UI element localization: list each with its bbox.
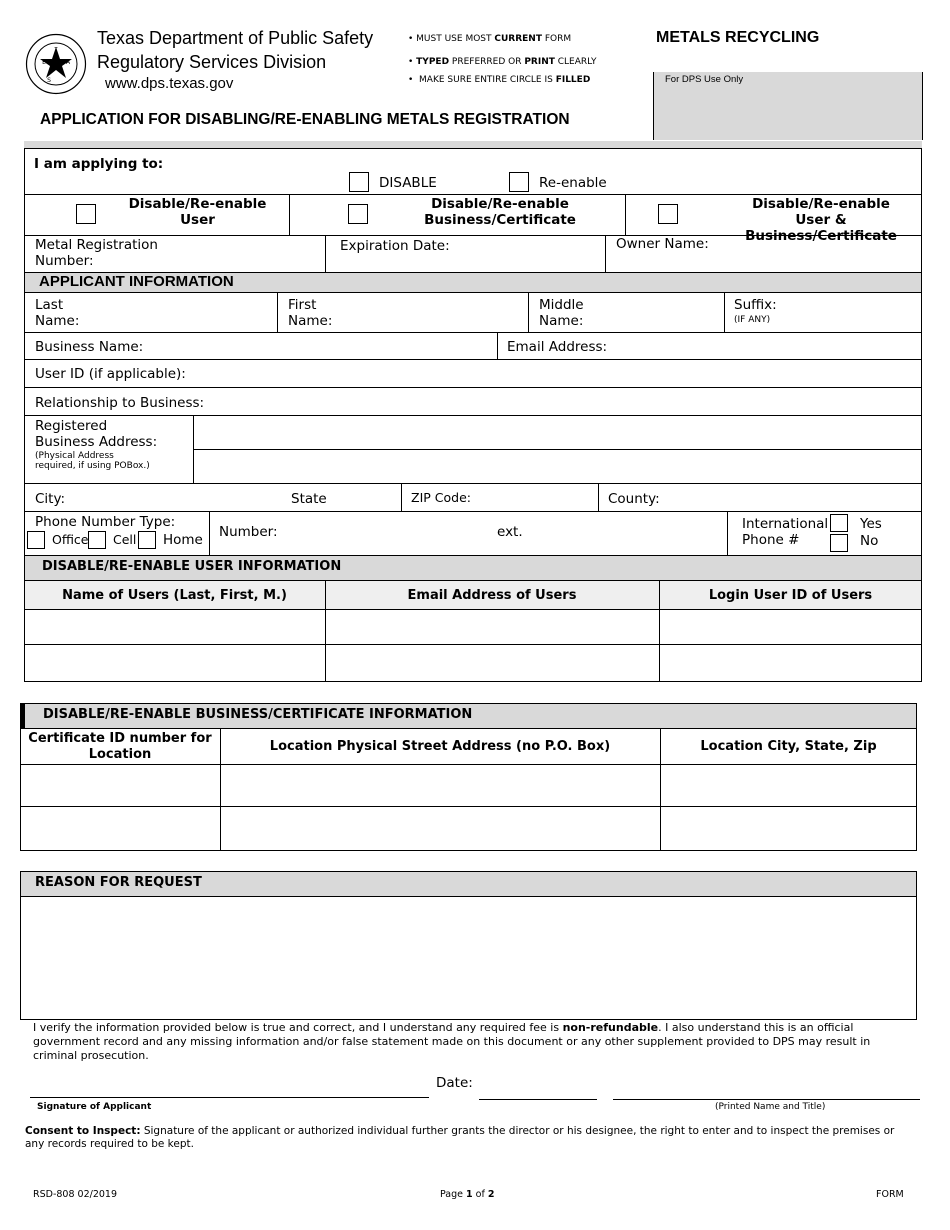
dps-use-label: For DPS Use Only — [665, 74, 744, 85]
business-col-address: Location Physical Street Address (no P.O. Box) — [269, 739, 611, 754]
middle-name-field[interactable]: Middle Name: — [539, 297, 584, 329]
reason-textarea[interactable] — [20, 896, 917, 1020]
signature-line[interactable] — [30, 1097, 429, 1098]
both-option-checkbox[interactable] — [658, 204, 678, 224]
phone-ext-field[interactable]: ext. — [497, 524, 523, 540]
owner-name-field[interactable]: Owner Name: — [616, 236, 709, 252]
svg-text:A: A — [65, 59, 71, 66]
svg-text:T: T — [54, 47, 58, 53]
suffix-field[interactable]: Suffix: — [734, 297, 777, 313]
users-section-header: DISABLE/RE-ENABLE USER INFORMATION — [24, 555, 922, 581]
instruction-2: • TYPED PREFERRED OR PRINT CLEARLY — [408, 57, 597, 67]
signature-label: Signature of Applicant — [37, 1102, 152, 1112]
business-col-city: Location City, State, Zip — [700, 739, 877, 754]
business-option-checkbox[interactable] — [348, 204, 368, 224]
business-option-label: Disable/Re-enable Business/Certificate — [424, 196, 576, 228]
first-name-field[interactable]: First Name: — [288, 297, 333, 329]
both-option-label: Disable/Re-enable User & Business/Certificate — [745, 196, 897, 244]
reason-section-header: REASON FOR REQUEST — [20, 871, 917, 897]
dps-seal — [25, 33, 87, 95]
program-title: METALS RECYCLING — [656, 29, 820, 46]
agency-name: Texas Department of Public Safety — [97, 28, 374, 48]
metal-registration-field[interactable]: Metal Registration Number: — [35, 237, 158, 269]
address-line-2-input[interactable] — [195, 451, 920, 482]
address-line-1-input[interactable] — [195, 417, 920, 448]
users-col-email: Email Address of Users — [407, 588, 577, 603]
relationship-field[interactable]: Relationship to Business: — [35, 395, 205, 411]
svg-text:E: E — [42, 59, 46, 66]
intl-yes-checkbox[interactable] — [830, 514, 848, 532]
users-col-name: Name of Users (Last, First, M.) — [62, 588, 287, 603]
user-option-checkbox[interactable] — [76, 204, 96, 224]
phone-number-field[interactable]: Number: — [219, 524, 278, 540]
disable-label: DISABLE — [379, 175, 437, 191]
reenable-label: Re-enable — [539, 175, 607, 191]
users-row-2-name-input[interactable] — [26, 646, 323, 680]
cell-checkbox[interactable] — [88, 531, 106, 549]
home-label: Home — [163, 532, 203, 548]
printed-name-line[interactable] — [613, 1099, 920, 1100]
phone-type-label: Phone Number Type: — [35, 514, 176, 530]
business-name-field[interactable]: Business Name: — [35, 339, 144, 355]
division-name: Regulatory Services Division — [97, 52, 327, 72]
registered-address-note: (Physical Address required, if using POBox.) — [35, 451, 150, 471]
date-line[interactable] — [479, 1099, 597, 1100]
disable-checkbox[interactable] — [349, 172, 369, 192]
county-field[interactable]: County: — [608, 491, 660, 507]
users-row-1-name-input[interactable] — [26, 611, 323, 643]
users-row-2-login-input[interactable] — [661, 646, 920, 680]
user-option-label: Disable/Re-enable User — [128, 196, 267, 228]
business-row-1-city-input[interactable] — [662, 766, 915, 805]
users-row-1-login-input[interactable] — [661, 611, 920, 643]
state-field[interactable]: State — [291, 491, 327, 507]
page-number: Page 1 of 2 — [440, 1189, 495, 1200]
instruction-1: • MUST USE MOST CURRENT FORM — [408, 34, 572, 44]
zip-code-field[interactable]: ZIP Code: — [411, 490, 471, 505]
users-col-login: Login User ID of Users — [708, 588, 873, 603]
intl-yes-label: Yes — [860, 516, 882, 532]
registered-address-label: Registered Business Address: — [35, 418, 158, 450]
last-name-field[interactable]: Last Name: — [35, 297, 80, 329]
form-label: FORM — [876, 1189, 904, 1200]
user-id-field[interactable]: User ID (if applicable): — [35, 366, 186, 382]
city-field[interactable]: City: — [35, 491, 66, 507]
international-phone-label: International Phone # — [742, 516, 829, 548]
users-row-1-email-input[interactable] — [327, 611, 657, 643]
instruction-3: • MAKE SURE ENTIRE CIRCLE IS FILLED — [408, 75, 591, 85]
form-number: RSD-808 02/2019 — [33, 1189, 117, 1200]
business-row-1-cert-input[interactable] — [22, 766, 218, 805]
cell-label: Cell — [113, 532, 137, 547]
consent-statement: Consent to Inspect: Signature of the applicant or authorized individual further grants the director or his designee, the right to enter and to inspect the premises or any records required to be kept. — [25, 1125, 895, 1150]
users-row-2-email-input[interactable] — [327, 646, 657, 680]
business-col-certificate: Certificate ID number for Location — [28, 731, 212, 762]
suffix-note: (IF ANY) — [734, 315, 771, 325]
verify-statement: I verify the information provided below is true and correct, and I understand any required fee is non-refundable. I also understand this is an official government record and any missing information and/or false statement made on this document or any other supplement provided to DPS may result in criminal prosecution. — [33, 1021, 871, 1062]
website: www.dps.texas.gov — [105, 75, 234, 92]
applicant-section-header: APPLICANT INFORMATION — [24, 272, 922, 293]
business-row-1-address-input[interactable] — [222, 766, 658, 805]
date-label: Date: — [436, 1075, 473, 1091]
header-gray-strip — [24, 141, 922, 148]
business-row-2-city-input[interactable] — [662, 808, 915, 849]
form-title: APPLICATION FOR DISABLING/RE-ENABLING METALS REGISTRATION — [40, 111, 570, 128]
business-section-header: DISABLE/RE-ENABLE BUSINESS/CERTIFICATE INFORMATION — [20, 703, 917, 729]
home-checkbox[interactable] — [138, 531, 156, 549]
business-row-2-cert-input[interactable] — [22, 808, 218, 849]
reenable-checkbox[interactable] — [509, 172, 529, 192]
intl-no-label: No — [860, 533, 879, 549]
business-row-2-address-input[interactable] — [222, 808, 658, 849]
office-checkbox[interactable] — [27, 531, 45, 549]
printed-name-label: (Printed Name and Title) — [715, 1102, 826, 1112]
intl-no-checkbox[interactable] — [830, 534, 848, 552]
svg-text:S: S — [47, 77, 51, 84]
applying-label: I am applying to: — [34, 156, 164, 172]
office-label: Office — [52, 532, 89, 547]
expiration-date-field[interactable]: Expiration Date: — [340, 238, 450, 254]
email-address-field[interactable]: Email Address: — [507, 339, 608, 355]
